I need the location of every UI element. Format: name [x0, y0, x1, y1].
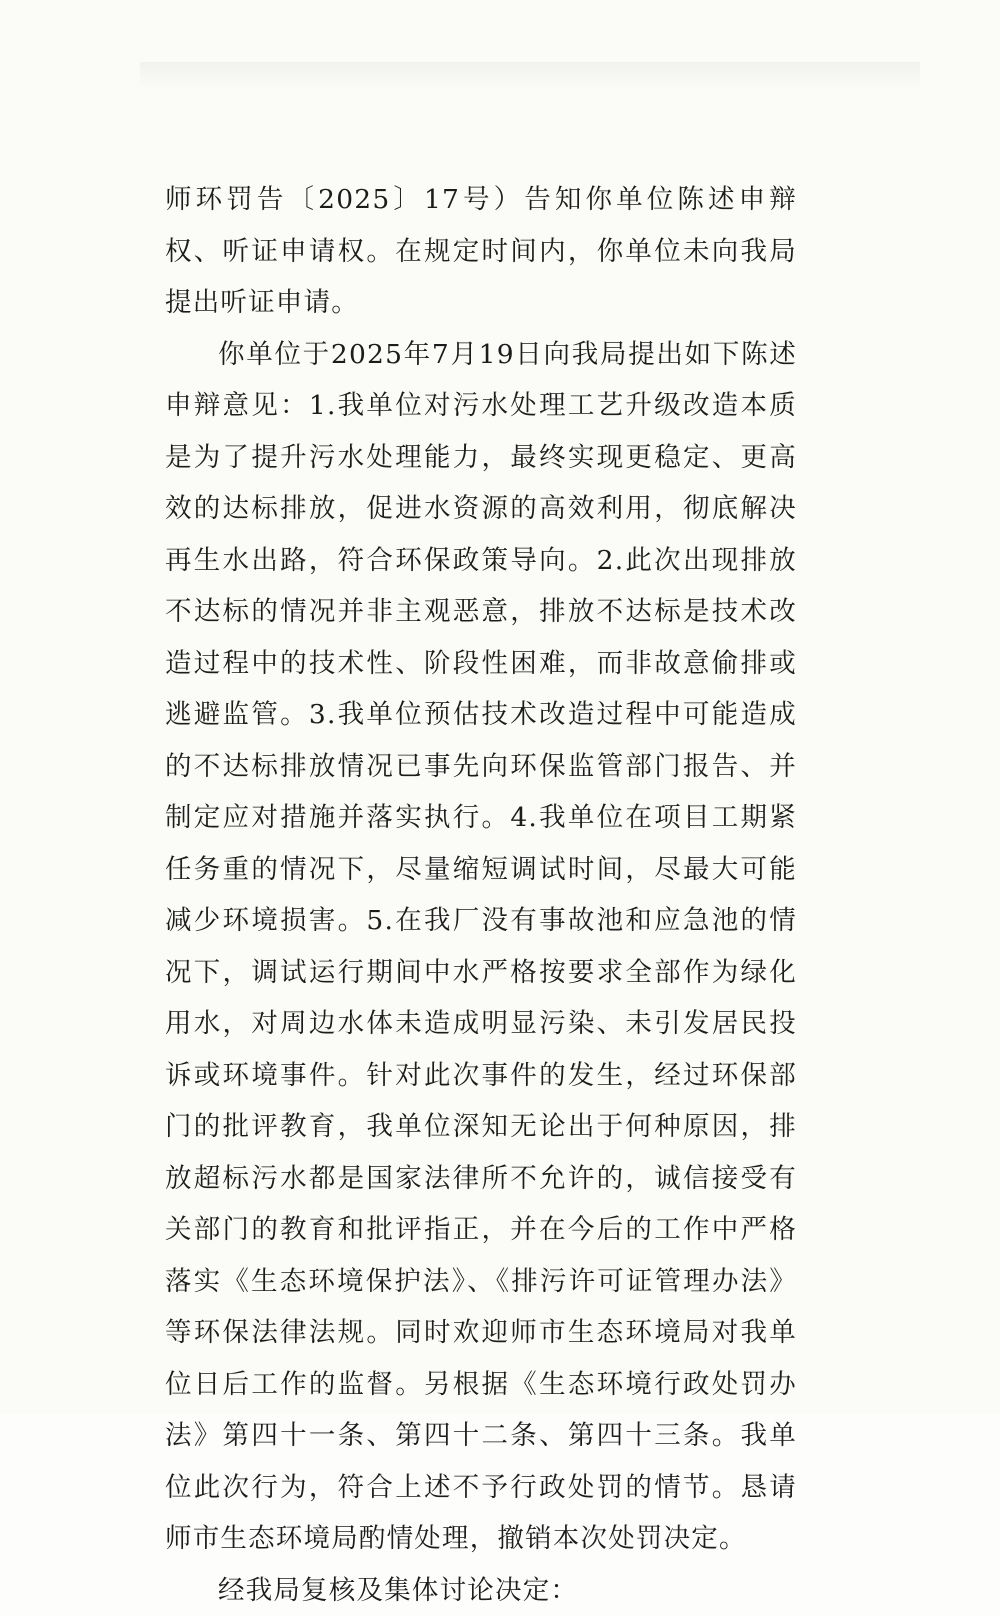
paragraph-statement-defense: 你单位于2025年7月19日向我局提出如下陈述申辩意见：1.我单位对污水处理工艺升级改造本质是为了提升污水处理能力，最终实现更稳定、更高效的达标排放，促进水资源的高效利用，彻底解决再生水出路，符合环保政策导向。2.此次出现排放不达标的情况并非主观恶意，排放不达标是技术改造过程中的技术性、阶段性困难，而非故意偷排或逃避监管。3.我单位预估技术改造过程中可能造成的不达标排放情况已事先向环保监管部门报告、并制定应对措施并落实执行。4.我单位在项目工期紧任务重的情况下，尽量缩短调试时间，尽最大可能减少环境损害。5.在我厂没有事故池和应急池的情况下，调试运行期间中水严格按要求全部作为绿化用水，对周边水体未造成明显污染、未引发居民投诉或环境事件。针对此次事件的发生，经过环保部门的批评教育，我单位深知无论出于何种原因，排放超标污水都是国家法律所不允许的，诚信接受有关部门的教育和批评指正，并在今后的工作中严格落实《生态环境保护法》、《排污许可证管理办法》等环保法律法规。同时欢迎师市生态环境局对我单位日后工作的监督。另根据《生态环境行政处罚办法》第四十一条、第四十二条、第四十三条。我单位此次行为，符合上述不予行政处罚的情节。恳请师市生态环境局酌情处理，撤销本次处罚决定。 — [165, 329, 797, 1565]
document-body — [165, 174, 797, 1616]
scan-shadow — [140, 62, 920, 90]
paragraph-decision-intro: 经我局复核及集体讨论决定： — [165, 1565, 797, 1616]
paragraph-continuation: 师环罚告〔2025〕17号）告知你单位陈述申辩权、听证申请权。在规定时间内，你单位未向我局提出听证申请。 — [165, 174, 797, 329]
